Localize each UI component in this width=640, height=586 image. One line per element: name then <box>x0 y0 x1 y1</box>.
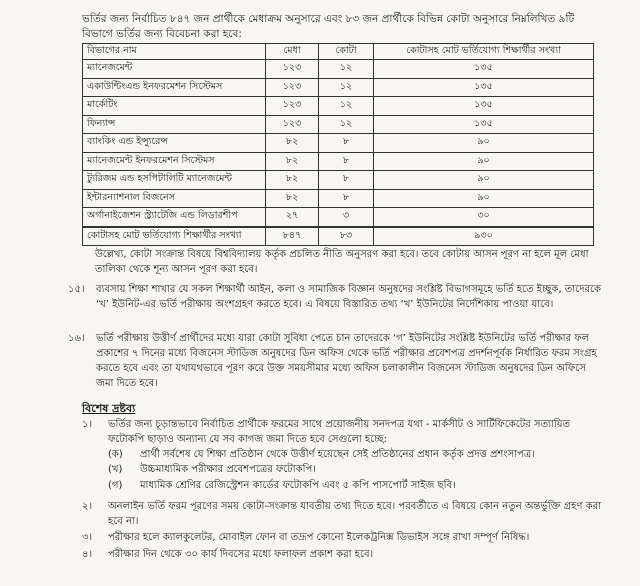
item-text: ভর্তির জন্য চূড়ান্তভাবে নির্বাচিত প্রার্থীকে ফরমের সাথে প্রয়োজনীয় সনদপত্র যথা - মার্কসীট ও সার্টিফিকেটের সত্যায়িত ফটোকপি ছাড়াও অন্যান্য যে সব কাগজ জমা দিতে হবে সেগুলো হচ্ছে: <box>108 419 571 445</box>
item-number: ৪। <box>82 549 93 560</box>
total-label: কোটাসহ মোট ভর্তিযোগ্য শিক্ষার্থীর সংখ্যা <box>83 227 266 246</box>
quota-cell: ৮ <box>319 152 374 171</box>
table-row <box>83 152 594 171</box>
merit-cell: ২৭ <box>266 208 319 227</box>
sub-item-label: (খ) <box>108 464 123 475</box>
total-cell: ৩০ <box>374 208 594 227</box>
special-notes-title: বিশেষ দ্রষ্টব্য <box>82 402 136 415</box>
total-seats: ৯৩০ <box>374 227 594 246</box>
table-total-row <box>83 227 594 246</box>
merit-cell: ১২৩ <box>266 97 319 116</box>
quota-cell: ১২ <box>319 97 374 116</box>
merit-cell: ১২৩ <box>266 78 319 97</box>
merit-cell: ৮২ <box>266 152 319 171</box>
department-name: ম্যানেজমেন্ট <box>83 60 266 79</box>
quota-cell: ১২ <box>319 78 374 97</box>
header-quota: কোটা <box>319 44 374 60</box>
department-name: ট্যুরিজম এন্ড হসপিটালিটি ম্যানেজমেন্ট <box>83 171 266 190</box>
quota-cell: ১২ <box>319 115 374 134</box>
department-name: ম্যানেজমেন্ট ইনফরমেশন সিস্টেমস <box>83 152 266 171</box>
total-quota: ৮৩ <box>319 227 374 246</box>
rule-number: ১৫। <box>68 284 85 295</box>
merit-cell: ১২৩ <box>266 115 319 134</box>
merit-cell: ৮২ <box>266 171 319 190</box>
item-text: পরীক্ষার দিন থেকে ৩০ কার্য দিবসের মধ্যে ফলাফল প্রকাশ করা হবে। <box>108 549 374 560</box>
total-merit: ৮৪৭ <box>266 227 319 246</box>
department-name: ব্যাংকিং এন্ড ইন্স্যুরেন্স <box>83 134 266 153</box>
sub-item-label: (গ) <box>108 480 123 491</box>
merit-cell: ১২৩ <box>266 60 319 79</box>
table-row <box>83 208 594 227</box>
department-table <box>82 43 594 246</box>
merit-cell: ৮২ <box>266 134 319 153</box>
item-text: অনলাইন ভর্তি ফরম পূরণের সময় কোটা-সংক্রান্ত যাবতীয় তথ্য দিতে হবে। পরবর্তীতে এ বিষয়ে কোন নতুন অন্তর্ভুক্তি গ্রহণ করা হবে না। <box>108 501 601 527</box>
quota-cell: ৮ <box>319 189 374 208</box>
rule-number: ১৬। <box>68 333 85 344</box>
table-row <box>83 78 594 97</box>
department-name: ইন্টারন্যাশনাল বিজনেস <box>83 189 266 208</box>
total-cell: ৯০ <box>374 134 594 153</box>
item-number: ১। <box>82 419 93 430</box>
table-row <box>83 115 594 134</box>
quota-cell: ৮ <box>319 134 374 153</box>
department-name: অর্গানাইজেশন স্ট্র্যাটেজি এন্ড লিডারশীপ <box>83 208 266 227</box>
item-text: পরীক্ষার হলে ক্যালকুলেটর, মোবাইল ফোন বা তদ্রূপ কোনো ইলেকট্রনিক্স ডিভাইস সঙ্গে রাখা সম্পূর্ণ নিষিদ্ধ। <box>108 532 530 543</box>
table-row <box>83 60 594 79</box>
sub-item-text: মাধ্যমিক শ্রেণির রেজিস্ট্রেশন কার্ডের ফটোকপি এবং ৫ কপি পাসপোর্ট সাইজ ছবি। <box>140 480 456 491</box>
sub-item-text: উচ্চমাধ্যমিক পরীক্ষার প্রবেশপত্রের ফটোকপি। <box>140 464 316 475</box>
table-header-row <box>83 44 594 60</box>
sub-item-label: (ক) <box>108 449 123 460</box>
intro-paragraph: ভর্তির জন্য নির্বাচিত ৮৪৭ জন প্রার্থীকে মেধাক্রম অনুসারে এবং ৮৩ জন প্রার্থীকে বিভিন্ন কোটা অনুসারে নিম্নলিখিত ৯টি বিভাগে ভর্তির জন্য বিবেচনা করা হবে: <box>82 13 575 40</box>
table-row <box>83 171 594 190</box>
department-name: একাউন্টিংএন্ড ইনফরমেশন সিস্টেমস <box>83 78 266 97</box>
total-cell: ৯০ <box>374 189 594 208</box>
sub-item-text: প্রার্থী সর্বশেষ যে শিক্ষা প্রতিষ্ঠান থেকে উত্তীর্ণ হয়েছেন সেই প্রতিষ্ঠানের প্রধান কর্তৃক প্রদত্ত প্রশংসাপত্র। <box>140 449 535 460</box>
quota-note: উল্লেখ্য, কোটা সংক্রান্ত বিষয়ে বিশ্ববিদ্যালয় কর্তৃক প্রচলিত নীতি অনুসরণ করা হবে। তবে কোটায় আসন পূরণ না হলে মূল মেধা তালিকা থেকে শূন্য আসন পূরণ করা হবে। <box>95 249 589 275</box>
total-cell: ১৩৫ <box>374 60 594 79</box>
header-merit: মেধা <box>266 44 319 60</box>
quota-cell: ৩ <box>319 208 374 227</box>
total-cell: ৯০ <box>374 171 594 190</box>
rule-text: ভর্তি পরীক্ষায় উত্তীর্ণ প্রার্থীদের মধ্যে যারা কোটা সুবিধা পেতে চান তাদেরকে ‘গ’ ইউনিটের সংশ্লিষ্ট ইউনিটের ভর্তি পরীক্ষার ফল প্রকাশের ৭ দিনের মধ্যে বিজনেস স্টাডিজ অনুষদের ডিন অফিস থেকে ভর্তি পরীক্ষার প্রবেশপত্র প্রদর্শনপূর্বক নির্ধারিত ফরম সংগ্রহ করতে হবে এবং তা যথাযথভাবে পূরণ করে উক্ত সময়সীমার মধ্যে অফিস চলাকালীন বিজনেস স্টাডিজ অনুষদের ডিন অফিসে জমা দিতে হবে। <box>96 333 597 389</box>
merit-cell: ৮২ <box>266 189 319 208</box>
table-row <box>83 189 594 208</box>
quota-cell: ৮ <box>319 171 374 190</box>
department-name: মার্কেটিং <box>83 97 266 116</box>
header-department: বিভাগের নাম <box>83 44 266 60</box>
total-cell: ১৩৫ <box>374 115 594 134</box>
item-number: ২। <box>82 501 93 512</box>
total-cell: ১৩৫ <box>374 78 594 97</box>
table-row <box>83 97 594 116</box>
department-name: ফিন্যান্স <box>83 115 266 134</box>
table-row <box>83 134 594 153</box>
header-total: কোটাসহ মোট ভর্তিযোগ্য শিক্ষার্থীর সংখ্যা <box>374 44 594 60</box>
quota-cell: ১২ <box>319 60 374 79</box>
total-cell: ৯০ <box>374 152 594 171</box>
rule-text: ব্যবসায় শিক্ষা শাখার যে সকল শিক্ষার্থী আইন, কলা ও সামাজিক বিজ্ঞান অনুষদের সংশ্লিষ্ট বিভাগসমূহে ভর্তি হতে ইচ্ছুক, তাদেরকে ‘খ’ ইউনিট-এর ভর্তি পরীক্ষায় অংশগ্রহণ করতে হবে। এ বিষয়ে বিস্তারিত তথ্য ‘খ’ ইউনিটের নির্দেশিকায় পাওয়া যাবে। <box>96 284 601 310</box>
total-cell: ১৩৫ <box>374 97 594 116</box>
item-number: ৩। <box>82 532 93 543</box>
